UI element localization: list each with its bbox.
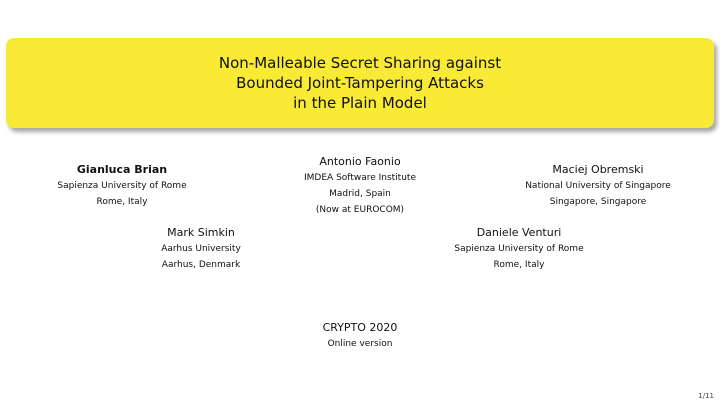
title-block xyxy=(6,38,714,128)
author-location: Rome, Italy xyxy=(96,197,148,207)
author-affiliation: Aarhus University xyxy=(161,244,241,254)
conference-note: Online version xyxy=(327,339,393,349)
author-affiliation: National University of Singapore xyxy=(525,181,671,191)
author-name: Mark Simkin xyxy=(167,226,235,239)
author-simkin xyxy=(101,225,301,273)
author-name: Maciej Obremski xyxy=(552,163,644,176)
page-number: 1/11 xyxy=(698,392,714,400)
author-location: Madrid, Spain xyxy=(329,189,391,199)
author-venturi xyxy=(419,225,619,273)
title-line-2: Bounded Joint-Tampering Attacks xyxy=(236,74,484,92)
author-affiliation: Sapienza University of Rome xyxy=(454,244,584,254)
conference-block xyxy=(0,320,720,352)
conference-name: CRYPTO 2020 xyxy=(322,321,398,334)
title-line-1: Non-Malleable Secret Sharing against xyxy=(218,54,502,72)
author-affiliation: Sapienza University of Rome xyxy=(57,181,187,191)
title-line-3: in the Plain Model xyxy=(293,94,427,112)
author-location: Singapore, Singapore xyxy=(549,197,647,207)
author-name: Antonio Faonio xyxy=(319,155,401,168)
author-brian xyxy=(22,162,222,210)
author-name: Daniele Venturi xyxy=(476,226,562,239)
author-name: Gianluca Brian xyxy=(76,163,168,176)
author-obremski xyxy=(488,162,708,210)
author-note: (Now at EUROCOM) xyxy=(315,205,405,215)
author-location: Aarhus, Denmark xyxy=(161,260,241,270)
author-faonio xyxy=(260,154,460,218)
author-affiliation: IMDEA Software Institute xyxy=(304,173,416,183)
author-location: Rome, Italy xyxy=(493,260,545,270)
